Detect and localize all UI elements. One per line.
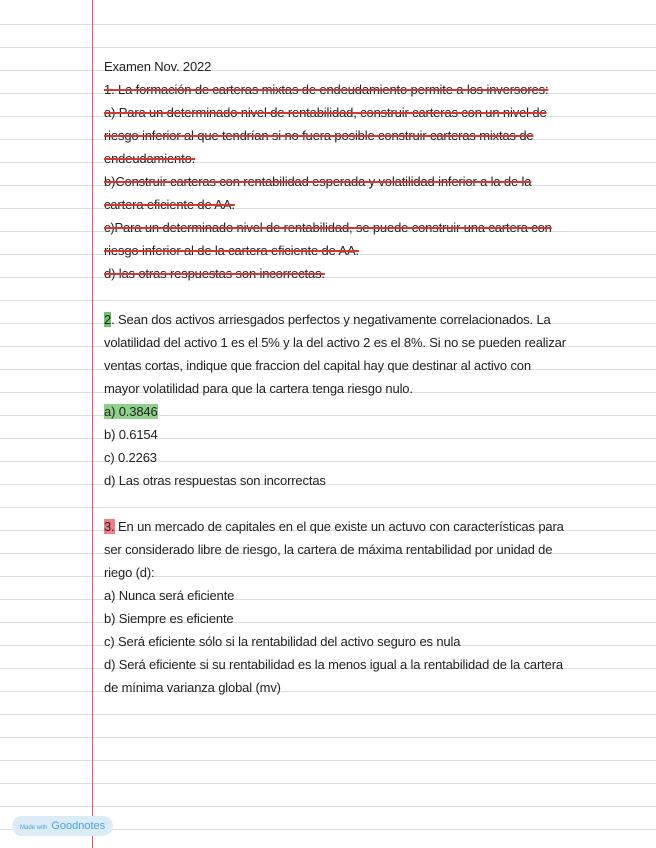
q1-line: cartera eficiente de AA.	[104, 197, 235, 212]
q3-option: a) Nunca será eficiente	[104, 588, 235, 603]
goodnotes-badge[interactable]	[12, 816, 113, 836]
q1-line: riesgo inferior al de la cartera eficiente de AA.	[104, 243, 359, 258]
exam-notes	[104, 55, 629, 699]
q1-line: endeudamiento.	[104, 151, 196, 166]
q2-number-highlight: 2	[104, 312, 112, 327]
badge-brand: Goodnotes	[51, 820, 106, 832]
question-2	[104, 308, 629, 492]
q3-number-highlight: 3.	[104, 519, 115, 534]
q3-option: de mínima varianza global (mv)	[104, 680, 281, 695]
q3-option: d) Será eficiente si su rentabilidad es la menos igual a la rentabilidad de la cartera	[104, 657, 563, 672]
q1-line: 1. La formación de carteras mixtas de endeudamiento permite a los inversores:	[104, 82, 549, 97]
question-3	[104, 515, 629, 699]
q3-option: b) Siempre es eficiente	[104, 611, 234, 626]
q1-line: d) las otras respuestas son incorrectas.	[104, 266, 325, 281]
badge-prefix: Made with	[20, 825, 48, 831]
q2-option-highlighted: a) 0.3846	[104, 404, 158, 419]
q2-line: volatilidad del activo 1 es el 5% y la del activo 2 es el 8%. Si no se pueden realizar	[104, 335, 566, 350]
q2-option: d) Las otras respuestas son incorrectas	[104, 473, 326, 488]
q2-line-text: . Sean dos activos arriesgados perfectos y negativamente correlacionados. La	[111, 312, 551, 327]
q3-option: c) Será eficiente sólo si la rentabilidad del activo seguro es nula	[104, 634, 461, 649]
q1-line: b)Construir carteras con rentabilidad esperada y volatilidad inferior a la de la	[104, 174, 532, 189]
notebook-margin-line	[92, 0, 93, 848]
q1-line: riesgo inferior al que tendrían si no fuera posible construir carteras mixtas de	[104, 128, 534, 143]
q3-line	[104, 515, 629, 538]
q2-line: mayor volatilidad para que la cartera tenga riesgo nulo.	[104, 381, 413, 396]
q1-line: a) Para un determinado nivel de rentabilidad, construir carteras con un nivel de	[104, 105, 547, 120]
q3-line-text: En un mercado de capitales en el que existe un actuvo con características para	[114, 519, 564, 534]
q2-line: ventas cortas, indique que fraccion del capital hay que destinar al activo con	[104, 358, 531, 373]
q2-line	[104, 308, 629, 331]
q2-option	[104, 400, 629, 423]
q1-line: c)Para un determinado nivel de rentabilidad, se puede construir una cartera con	[104, 220, 552, 235]
q3-line: riego (d):	[104, 565, 155, 580]
q3-line: ser considerado libre de riesgo, la cartera de máxima rentabilidad por unidad de	[104, 542, 553, 557]
q2-option: b) 0.6154	[104, 427, 158, 442]
page-title: Examen Nov. 2022	[104, 59, 212, 74]
question-1	[104, 78, 629, 285]
q2-option: c) 0.2263	[104, 450, 157, 465]
